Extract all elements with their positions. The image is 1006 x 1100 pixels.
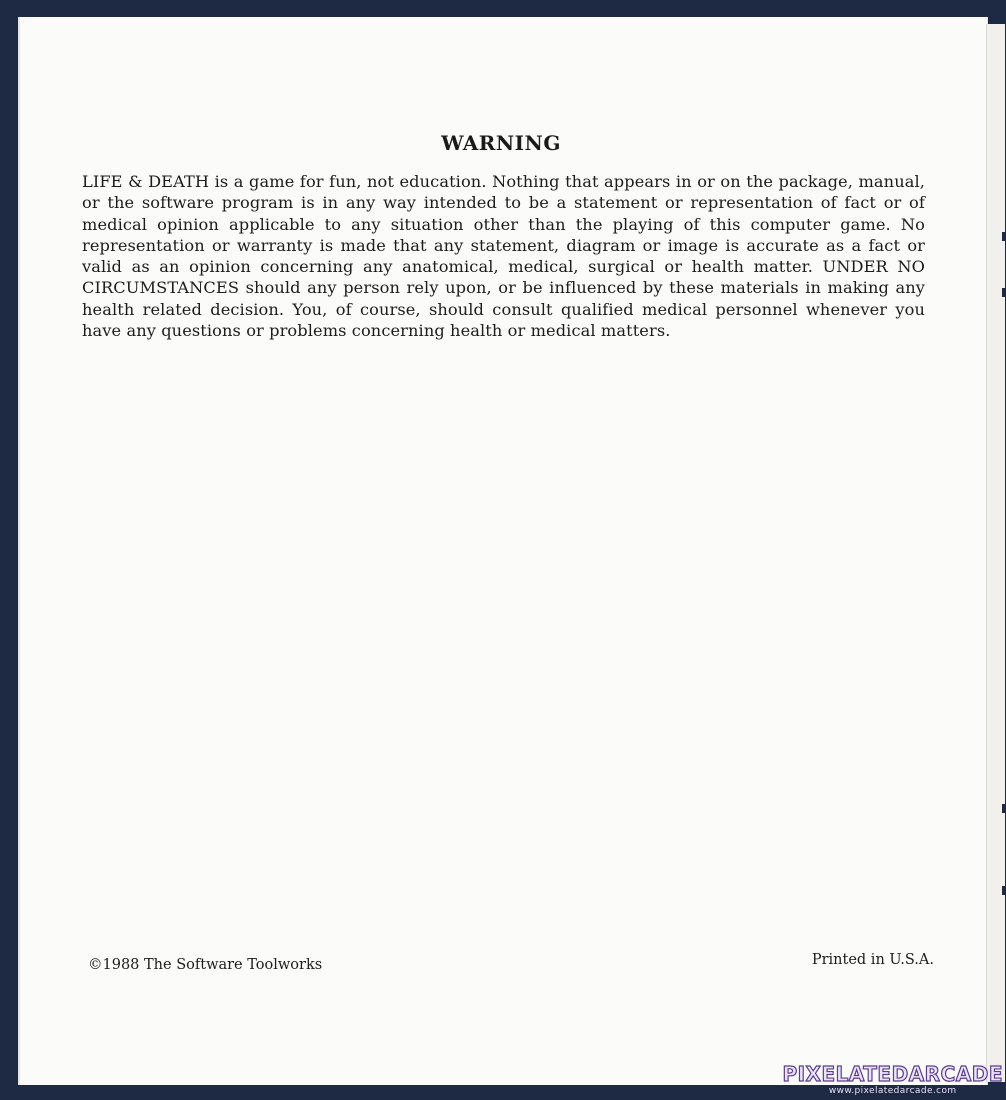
watermark-logo: PIXELATEDARCADE xyxy=(782,1062,1003,1086)
binding-notch xyxy=(1002,288,1006,297)
page-title: WARNING xyxy=(441,131,561,155)
binding-notch xyxy=(1002,232,1006,241)
page-edge xyxy=(986,24,1005,1082)
warning-paragraph: LIFE & DEATH is a game for fun, not education. Nothing that appears in or on the package, manual, or the software program is in any way intended to be a statement or representation of fact or of medical opinion applicable to any situation other than the playing of this computer game. No representation or warranty is made that any statement, diagram or image is accurate as a fact or valid as an opinion concerning any anatomical, medical, surgical or health matter. UNDER NO CIRCUMSTANCES should any person rely upon, or be influenced by these materials in making any health related decision. You, of course, should consult qualified medical personnel whenever you have any questions or problems concerning health or medical matters. xyxy=(82,172,925,341)
watermark-url: www.pixelatedarcade.com xyxy=(828,1086,957,1096)
manual-page xyxy=(18,17,988,1085)
site-watermark xyxy=(782,1062,1003,1096)
binding-notch xyxy=(1002,804,1006,813)
printed-location: Printed in U.S.A. xyxy=(811,952,934,968)
binding-notch xyxy=(1002,886,1006,895)
copyright-notice: ©1988 The Software Toolworks xyxy=(88,957,323,973)
